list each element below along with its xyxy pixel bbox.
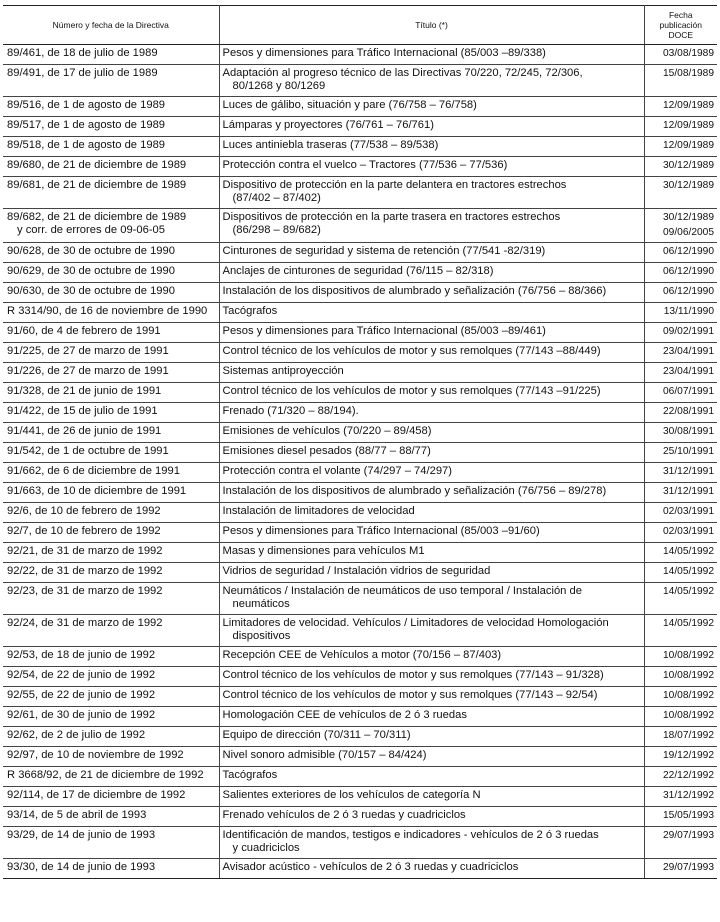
table-row [3,97,717,117]
directive-number-cell [3,563,219,583]
directive-number-cell [3,45,219,65]
directive-title-cell [219,807,644,827]
table-row [3,243,717,263]
directive-title-text: Anclajes de cinturones de seguridad (76/115 – 82/318) [222,265,494,277]
directive-title-text: Dispositivo de protección en la parte delantera en tractores estrechos [222,179,567,191]
table-row [3,263,717,283]
publication-date-cell [644,423,717,443]
directive-number-text: 93/30, de 14 de junio de 1993 [7,861,156,873]
directive-number-cell [3,117,219,137]
publication-date-cell [644,243,717,263]
directive-number-text: 89/681, de 21 de diciembre de 1989 [7,179,187,191]
table-row [3,859,717,879]
publication-date-cell [644,137,717,157]
directive-title-text: Luces de gálibo, situación y pare (76/758 – 76/758) [222,99,477,111]
publication-date-text: 09/06/2005 [663,227,714,238]
table-header [3,6,717,45]
table-row [3,383,717,403]
table-row [3,767,717,787]
publication-date-cell [644,767,717,787]
directive-number-text: 89/516, de 1 de agosto de 1989 [7,99,166,111]
publication-date-text: 15/08/1989 [663,68,714,79]
directive-title-text: Protección contra el volante (74/297 – 74/297) [222,465,452,477]
publication-date-cell [644,323,717,343]
publication-date-cell [644,403,717,423]
publication-date-cell [644,363,717,383]
directive-title-cell [219,45,644,65]
table-row [3,363,717,383]
directive-title-cell [219,583,644,615]
directive-title-cell [219,117,644,137]
directive-title-text: Neumáticos / Instalación de neumáticos de uso temporal / Instalación de [222,585,582,597]
directive-title-text: Control técnico de los vehículos de motor y sus remolques (77/143 – 91/328) [222,669,604,681]
publication-date-text: 19/12/1992 [663,750,714,761]
header-fecha-line-3: DOCE [668,30,694,40]
publication-date-cell [644,615,717,647]
directive-title-text: Salientes exteriores de los vehículos de categoría N [222,789,481,801]
header-fecha-line-2: publicación [659,20,703,30]
directive-number-text: 92/53, de 18 de junio de 1992 [7,649,156,661]
directive-title-text: Control técnico de los vehículos de motor y sus remolques (77/143 –91/225) [222,385,601,397]
directive-number-text: 91/663, de 10 de diciembre de 1991 [7,485,187,497]
directive-title-text: Instalación de limitadores de velocidad [222,505,415,517]
table-row [3,727,717,747]
publication-date-text: 31/12/1991 [663,466,714,477]
table-row [3,45,717,65]
directive-number-cell [3,687,219,707]
directive-title-cell [219,303,644,323]
directive-number-cell [3,615,219,647]
directive-title-text: Dispositivos de protección en la parte trasera en tractores estrechos [222,211,561,223]
directive-title-cell [219,209,644,243]
publication-date-text: 30/12/1989 [663,180,714,191]
table-row [3,787,717,807]
directive-title-text: (86/298 – 89/682) [232,224,321,236]
directive-title-text: Homologación CEE de vehículos de 2 ó 3 ruedas [222,709,467,721]
directive-title-text: Equipo de dirección (70/311 – 70/311) [222,729,411,741]
directive-number-text: 91/60, de 4 de febrero de 1991 [7,325,161,337]
publication-date-cell [644,483,717,503]
directive-title-cell [219,503,644,523]
directive-title-cell [219,403,644,423]
directive-number-cell [3,323,219,343]
directive-title-cell [219,667,644,687]
publication-date-text: 02/03/1991 [663,526,714,537]
directive-title-cell [219,827,644,859]
directive-title-text: Tacógrafos [222,305,278,317]
table-row [3,117,717,137]
table-row [3,177,717,209]
directive-number-cell [3,243,219,263]
table-row [3,403,717,423]
directives-table-container [3,5,717,879]
directive-title-text: Emisiones de vehículos (70/220 – 89/458) [222,425,432,437]
publication-date-text: 12/09/1989 [663,120,714,131]
publication-date-cell [644,157,717,177]
directive-number-cell [3,767,219,787]
table-row [3,647,717,667]
directive-title-cell [219,177,644,209]
publication-date-cell [644,283,717,303]
directive-number-cell [3,137,219,157]
directive-title-text: Control técnico de los vehículos de motor y sus remolques (77/143 – 92/54) [222,689,598,701]
directive-title-cell [219,707,644,727]
directive-title-cell [219,543,644,563]
directive-title-text: Sistemas antiproyección [222,365,344,377]
publication-date-cell [644,443,717,463]
directive-number-text: 89/518, de 1 de agosto de 1989 [7,139,166,151]
header-fecha [644,6,717,45]
directive-title-cell [219,687,644,707]
directive-number-cell [3,423,219,443]
directive-number-text: 92/24, de 31 de marzo de 1992 [7,617,163,629]
table-row [3,563,717,583]
directive-title-cell [219,157,644,177]
directive-title-text: Avisador acústico - vehículos de 2 ó 3 ruedas y cuadriciclos [222,861,519,873]
publication-date-text: 13/11/1990 [663,306,714,317]
table-row [3,523,717,543]
directive-number-cell [3,483,219,503]
directive-title-cell [219,615,644,647]
directive-title-text: Frenado vehículos de 2 ó 3 ruedas y cuadriciclos [222,809,466,821]
directive-number-cell [3,383,219,403]
directive-number-text: 91/328, de 21 de junio de 1991 [7,385,162,397]
directive-title-cell [219,423,644,443]
directive-number-text: 91/422, de 15 de julio de 1991 [7,405,158,417]
directive-title-cell [219,647,644,667]
directive-number-text: 92/54, de 22 de junio de 1992 [7,669,156,681]
publication-date-text: 02/03/1991 [663,506,714,517]
table-row [3,667,717,687]
table-row [3,483,717,503]
publication-date-cell [644,707,717,727]
directive-title-text: 80/1268 y 80/1269 [232,80,326,92]
publication-date-cell [644,263,717,283]
directive-title-text: Recepción CEE de Vehículos a motor (70/156 – 87/403) [222,649,502,661]
directive-number-cell [3,403,219,423]
directive-title-text: Masas y dimensiones para vehículos M1 [222,545,425,557]
publication-date-text: 14/05/1992 [663,586,714,597]
directive-number-cell [3,859,219,879]
publication-date-cell [644,583,717,615]
directive-number-cell [3,263,219,283]
directive-number-cell [3,303,219,323]
publication-date-cell [644,647,717,667]
directive-number-text: 92/55, de 22 de junio de 1992 [7,689,156,701]
directive-title-cell [219,443,644,463]
directive-number-text: 89/491, de 17 de julio de 1989 [7,67,158,79]
directive-title-cell [219,243,644,263]
publication-date-cell [644,827,717,859]
directive-number-text: 92/62, de 2 de julio de 1992 [7,729,146,741]
header-row [3,6,717,45]
directive-number-text: y corr. de errores de 09-06-05 [17,224,165,236]
directive-number-cell [3,463,219,483]
directive-number-text: 91/542, de 1 de octubre de 1991 [7,445,169,457]
publication-date-text: 25/10/1991 [663,446,714,457]
table-row [3,747,717,767]
table-row [3,303,717,323]
directive-number-cell [3,747,219,767]
directive-title-text: Emisiones diesel pesados (88/77 – 88/77) [222,445,431,457]
directive-number-text: 91/441, de 26 de junio de 1991 [7,425,162,437]
directive-title-cell [219,483,644,503]
directive-title-text: Cinturones de seguridad y sistema de retención (77/541 -82/319) [222,245,546,257]
publication-date-cell [644,117,717,137]
publication-date-text: 18/07/1992 [663,730,714,741]
publication-date-text: 12/09/1989 [663,100,714,111]
directive-title-text: Protección contra el vuelco – Tractores (77/536 – 77/536) [222,159,508,171]
publication-date-cell [644,97,717,117]
table-row [3,583,717,615]
table-row [3,503,717,523]
directive-number-text: 89/680, de 21 de diciembre de 1989 [7,159,187,171]
publication-date-text: 30/08/1991 [663,426,714,437]
publication-date-text: 31/12/1992 [663,790,714,801]
directive-number-text: 92/61, de 30 de junio de 1992 [7,709,156,721]
publication-date-text: 06/12/1990 [663,246,714,257]
directive-number-text: 93/29, de 14 de junio de 1993 [7,829,156,841]
publication-date-text: 03/08/1989 [663,48,714,59]
directive-title-cell [219,747,644,767]
directive-number-text: 90/630, de 30 de octubre de 1990 [7,285,175,297]
table-row [3,687,717,707]
table-row [3,209,717,243]
table-row [3,463,717,483]
directive-number-cell [3,807,219,827]
directive-title-cell [219,463,644,483]
directive-number-cell [3,363,219,383]
publication-date-text: 06/12/1990 [663,286,714,297]
directives-table [3,5,717,879]
directive-number-cell [3,343,219,363]
directive-number-cell [3,157,219,177]
header-numero: Número y fecha de la Directiva [3,6,219,45]
publication-date-text: 09/02/1991 [663,326,714,337]
publication-date-cell [644,177,717,209]
publication-date-text: 14/05/1992 [663,566,714,577]
directive-number-cell [3,503,219,523]
publication-date-text: 14/05/1992 [663,546,714,557]
directive-title-text: Identificación de mandos, testigos e indicadores - vehículos de 2 ó 3 ruedas [222,829,599,841]
publication-date-cell [644,727,717,747]
directive-number-text: 92/6, de 10 de febrero de 1992 [7,505,161,517]
directive-number-cell [3,443,219,463]
publication-date-cell [644,65,717,97]
table-row [3,543,717,563]
publication-date-text: 23/04/1991 [663,366,714,377]
directive-title-text: Pesos y dimensiones para Tráfico Internacional (85/003 –91/60) [222,525,540,537]
directive-title-cell [219,65,644,97]
publication-date-text: 23/04/1991 [663,346,714,357]
publication-date-cell [644,543,717,563]
directive-title-cell [219,263,644,283]
directive-number-text: 92/23, de 31 de marzo de 1992 [7,585,163,597]
publication-date-cell [644,383,717,403]
publication-date-text: 15/05/1993 [663,810,714,821]
directive-title-cell [219,363,644,383]
directive-title-cell [219,283,644,303]
directive-title-text: (87/402 – 87/402) [232,192,321,204]
directive-number-cell [3,65,219,97]
directive-number-cell [3,283,219,303]
publication-date-text: 12/09/1989 [663,140,714,151]
table-row [3,615,717,647]
publication-date-text: 10/08/1992 [663,710,714,721]
publication-date-cell [644,747,717,767]
directive-number-text: R 3668/92, de 21 de diciembre de 1992 [7,769,204,781]
header-fecha-line-1: Fecha [668,10,693,20]
publication-date-cell [644,807,717,827]
directive-number-cell [3,97,219,117]
publication-date-text: 10/08/1992 [663,650,714,661]
directive-title-cell [219,97,644,117]
table-row [3,827,717,859]
directive-title-cell [219,383,644,403]
directive-title-cell [219,343,644,363]
publication-date-text: 10/08/1992 [663,670,714,681]
directive-number-text: 93/14, de 5 de abril de 1993 [7,809,147,821]
directive-title-cell [219,787,644,807]
publication-date-text: 14/05/1992 [663,618,714,629]
directive-number-text: 92/97, de 10 de noviembre de 1992 [7,749,184,761]
directive-title-text: Limitadores de velocidad. Vehículos / Limitadores de velocidad Homologación [222,617,609,629]
directive-number-text: R 3314/90, de 16 de noviembre de 1990 [7,305,208,317]
publication-date-text: 10/08/1992 [663,690,714,701]
table-body [3,45,717,879]
directive-title-text: Vidrios de seguridad / Instalación vidrios de seguridad [222,565,491,577]
directive-number-text: 91/226, de 27 de marzo de 1991 [7,365,169,377]
table-row [3,157,717,177]
directive-number-text: 90/628, de 30 de octubre de 1990 [7,245,175,257]
directive-number-cell [3,583,219,615]
directive-number-cell [3,647,219,667]
table-row [3,323,717,343]
publication-date-text: 30/12/1989 [663,212,714,223]
publication-date-cell [644,563,717,583]
table-row [3,423,717,443]
header-titulo: Título (*) [219,6,644,45]
directive-title-text: Lámparas y proyectores (76/761 – 76/761) [222,119,434,131]
publication-date-text: 06/12/1990 [663,266,714,277]
directive-title-text: Luces antiniebla traseras (77/538 – 89/538) [222,139,439,151]
table-row [3,343,717,363]
directive-number-cell [3,707,219,727]
directive-number-text: 89/682, de 21 de diciembre de 1989 [7,211,187,223]
directive-number-cell [3,727,219,747]
publication-date-cell [644,667,717,687]
directive-title-cell [219,137,644,157]
publication-date-text: 29/07/1993 [663,830,714,841]
table-row [3,283,717,303]
directive-title-text: Instalación de los dispositivos de alumbrado y señalización (76/756 – 89/278) [222,485,607,497]
directive-title-text: dispositivos [232,630,291,642]
directive-title-text: Adaptación al progreso técnico de las Directivas 70/220, 72/245, 72/306, [222,67,583,79]
publication-date-cell [644,503,717,523]
directive-title-text: Frenado (71/320 – 88/194). [222,405,359,417]
directive-number-cell [3,827,219,859]
directive-number-text: 90/629, de 30 de octubre de 1990 [7,265,175,277]
directive-number-text: 92/114, de 17 de diciembre de 1992 [7,789,186,801]
table-row [3,807,717,827]
directive-title-text: Instalación de los dispositivos de alumbrado y señalización (76/756 – 88/366) [222,285,607,297]
directive-number-cell [3,523,219,543]
publication-date-text: 22/12/1992 [663,770,714,781]
directive-title-cell [219,859,644,879]
directive-number-cell [3,787,219,807]
publication-date-cell [644,45,717,65]
directive-title-cell [219,767,644,787]
publication-date-cell [644,787,717,807]
directive-number-text: 89/461, de 18 de julio de 1989 [7,47,158,59]
directive-title-cell [219,563,644,583]
directive-title-cell [219,727,644,747]
directive-number-cell [3,209,219,243]
directive-title-text: Control técnico de los vehículos de motor y sus remolques (77/143 –88/449) [222,345,601,357]
directive-title-cell [219,323,644,343]
directive-title-text: Pesos y dimensiones para Tráfico Internacional (85/003 –89/461) [222,325,546,337]
table-row [3,707,717,727]
directive-title-text: Pesos y dimensiones para Tráfico Internacional (85/003 –89/338) [222,47,546,59]
table-row [3,443,717,463]
publication-date-cell [644,209,717,243]
publication-date-text: 29/07/1993 [663,862,714,873]
publication-date-text: 06/07/1991 [663,386,714,397]
directive-title-cell [219,523,644,543]
directive-number-text: 91/225, de 27 de marzo de 1991 [7,345,169,357]
directive-number-text: 92/21, de 31 de marzo de 1992 [7,545,163,557]
directive-title-text: neumáticos [232,598,290,610]
directive-number-cell [3,177,219,209]
publication-date-cell [644,859,717,879]
directive-number-text: 92/22, de 31 de marzo de 1992 [7,565,163,577]
table-row [3,137,717,157]
directive-title-text: Tacógrafos [222,769,278,781]
publication-date-text: 22/08/1991 [663,406,714,417]
publication-date-cell [644,343,717,363]
publication-date-text: 31/12/1991 [663,486,714,497]
publication-date-text: 30/12/1989 [663,160,714,171]
publication-date-cell [644,303,717,323]
directive-number-cell [3,543,219,563]
directive-title-text: y cuadriciclos [232,842,300,854]
table-row [3,65,717,97]
directive-number-cell [3,667,219,687]
directive-title-text: Nivel sonoro admisible (70/157 – 84/424) [222,749,427,761]
publication-date-cell [644,687,717,707]
directive-number-text: 91/662, de 6 de diciembre de 1991 [7,465,180,477]
publication-date-cell [644,463,717,483]
publication-date-cell [644,523,717,543]
directive-number-text: 89/517, de 1 de agosto de 1989 [7,119,166,131]
directive-number-text: 92/7, de 10 de febrero de 1992 [7,525,161,537]
